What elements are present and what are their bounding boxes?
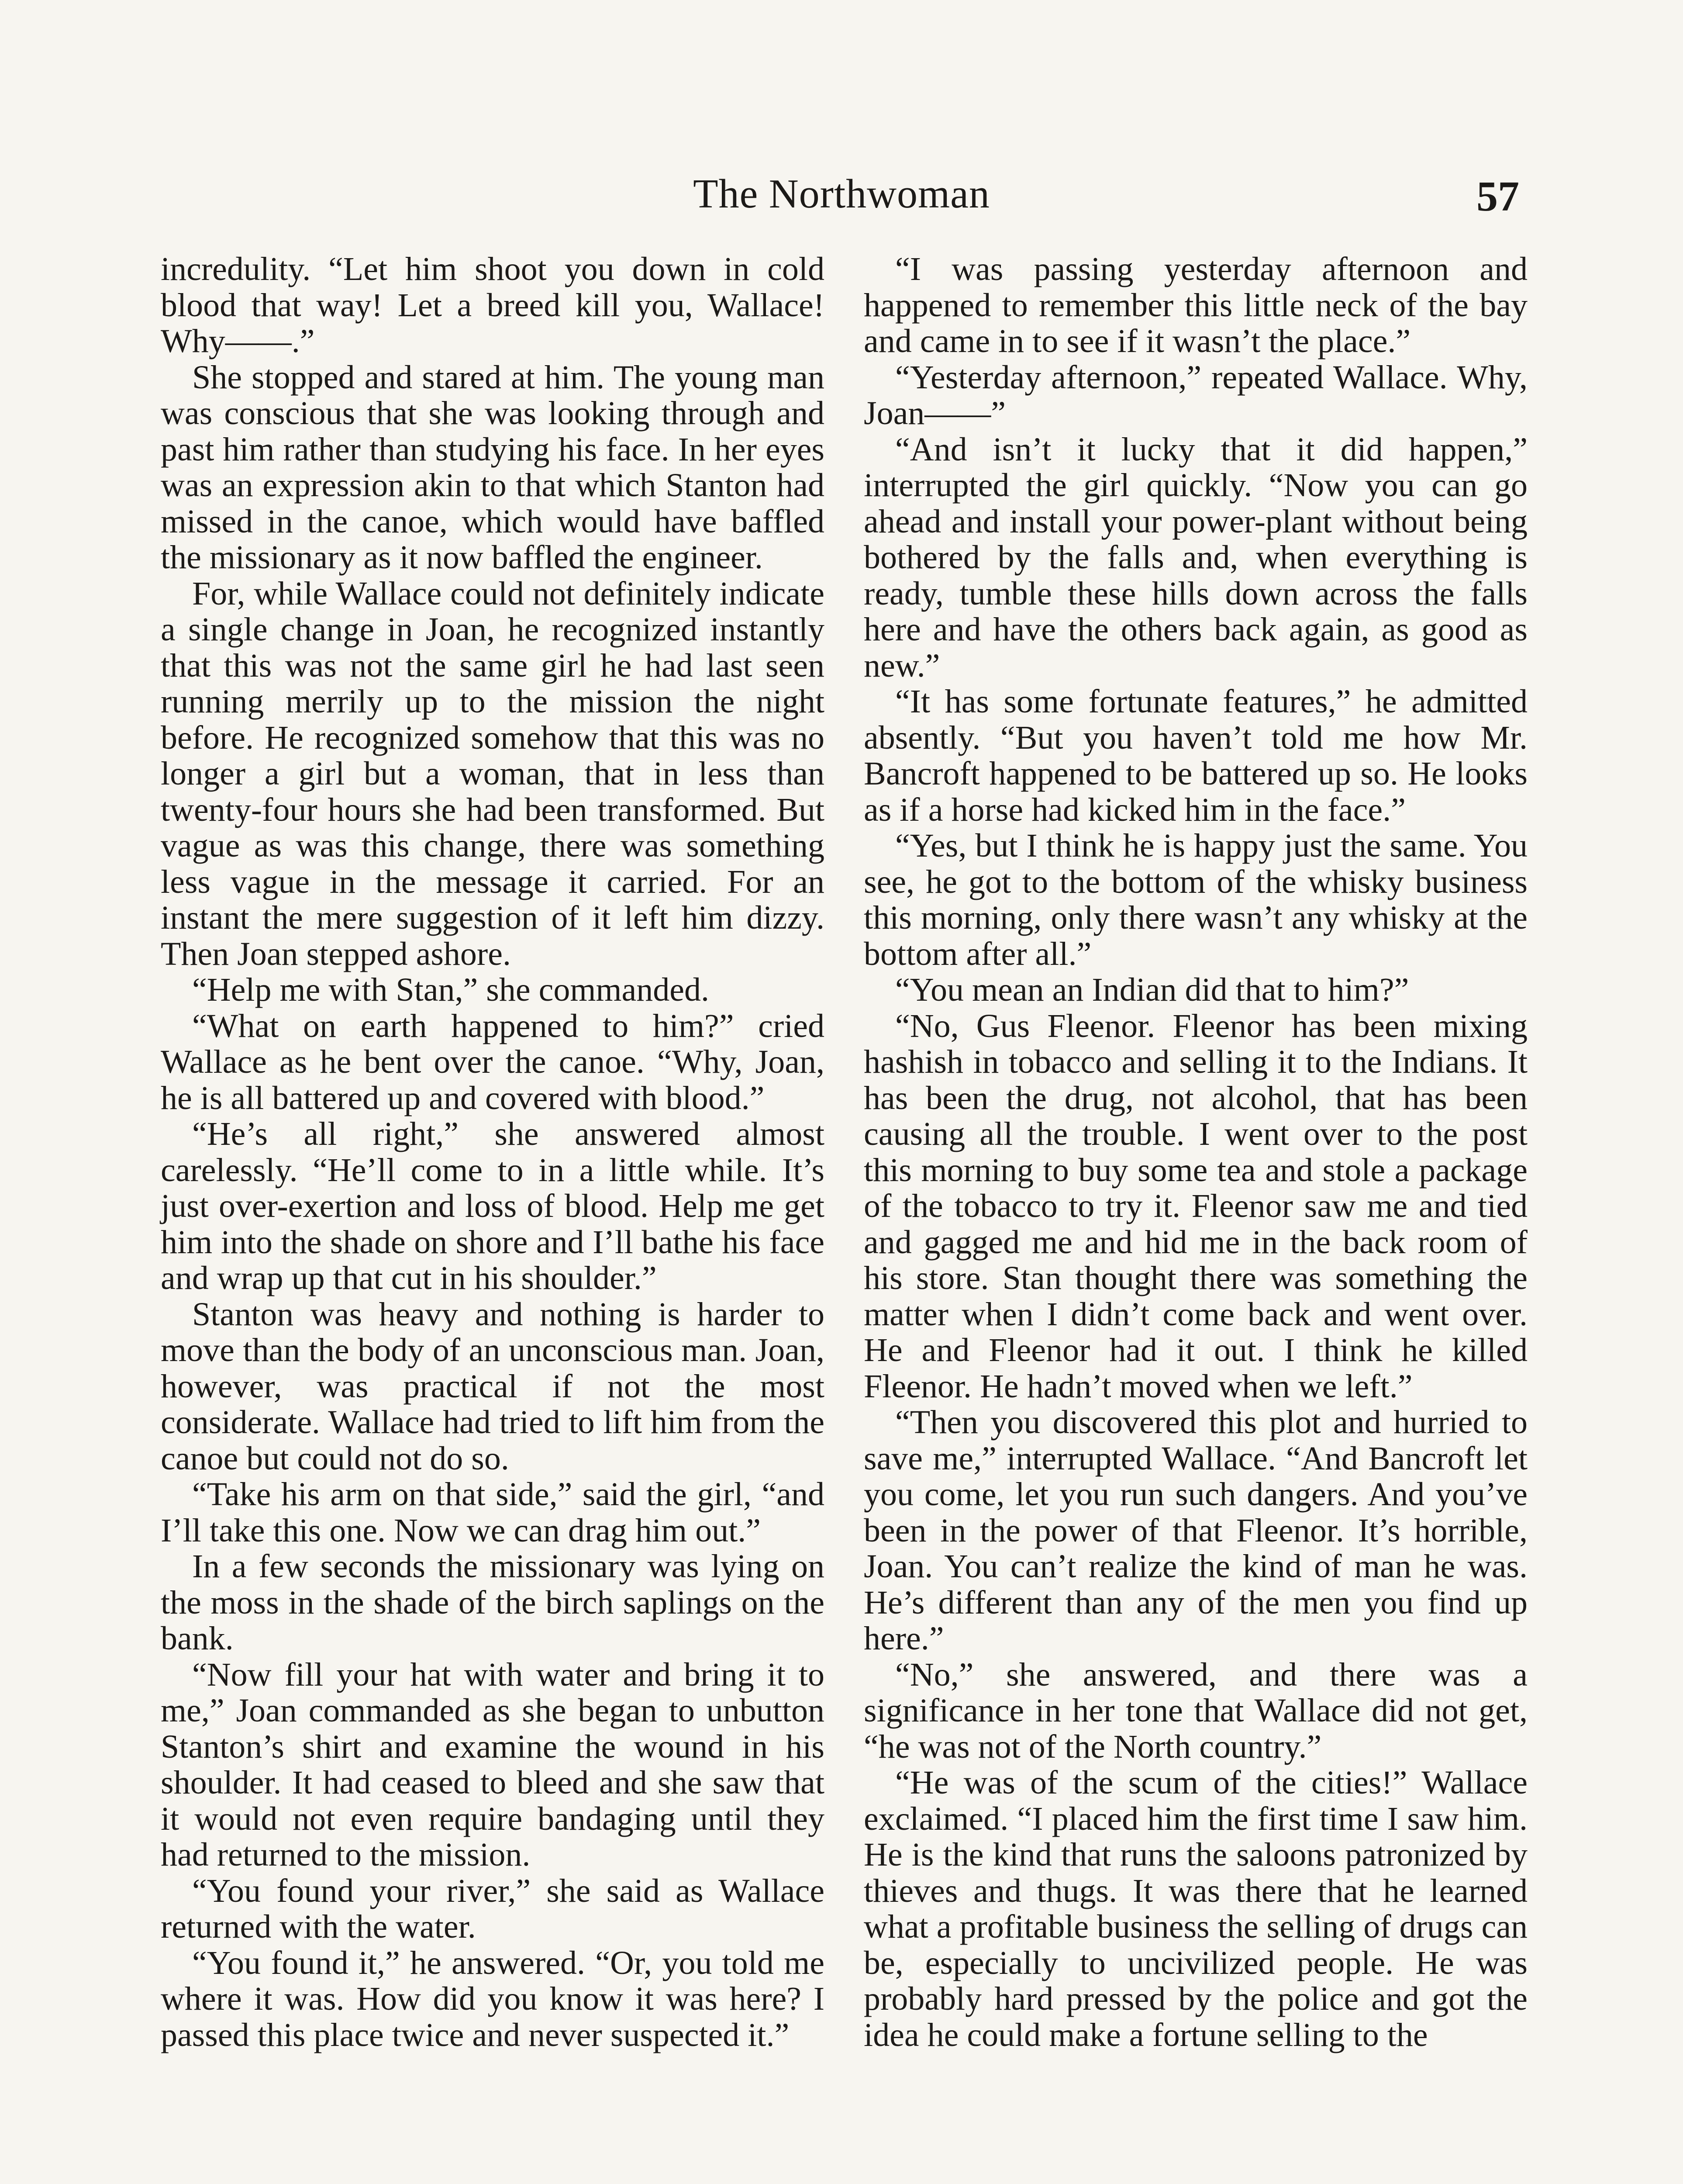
paragraph: “It has some fortunate features,” he admitted absently. “But you haven’t told me how Mr. Bancroft happened to be battered up so. He looks as if a horse had kicked him in the face.” bbox=[864, 683, 1528, 828]
page-number: 57 bbox=[1476, 173, 1519, 220]
paragraph: Stanton was heavy and nothing is harder to move than the body of an unconscious man. Joan, however, was practical if not the most considerate. Wallace had tried to lift him from the canoe but could not do so. bbox=[161, 1296, 824, 1477]
page-header bbox=[0, 170, 1683, 227]
paragraph: “What on earth happened to him?” cried Wallace as he bent over the canoe. “Why, Joan, he is all battered up and covered with blood.” bbox=[161, 1007, 824, 1116]
paragraph: “No,” she answered, and there was a significance in her tone that Wallace did not get, “he was not of the North country.” bbox=[864, 1656, 1528, 1765]
paragraph: “Take his arm on that side,” said the girl, “and I’ll take this one. Now we can drag him out.” bbox=[161, 1476, 824, 1549]
running-title: The Northwoman bbox=[693, 171, 990, 217]
paragraph: incredulity. “Let him shoot you down in cold blood that way! Let a breed kill you, Wallace! Why——.” bbox=[161, 251, 824, 359]
paragraph: “You found it,” he answered. “Or, you told me where it was. How did you know it was here? I passed this place twice and never suspected it.” bbox=[161, 1944, 824, 2053]
paragraph: “Yes, but I think he is happy just the same. You see, he got to the bottom of the whisky business this morning, only there wasn’t any whisky at the bottom after all.” bbox=[864, 827, 1528, 972]
left-column bbox=[161, 251, 824, 2053]
paragraph: “Help me with Stan,” she commanded. bbox=[192, 971, 710, 1008]
paragraph: “Then you discovered this plot and hurried to save me,” interrupted Wallace. “And Bancroft let you come, let you run such dangers. And you’ve been in the power of that Fleenor. It’s horrible, Joan. You can’t realize the kind of man he was. He’s different than any of the men you find up here.” bbox=[864, 1404, 1528, 1657]
paragraph: “You found your river,” she said as Wallace returned with the water. bbox=[161, 1872, 824, 1945]
paragraph: “And isn’t it lucky that it did happen,” interrupted the girl quickly. “Now you can go ahead and install your power-plant without being bothered by the falls and, when everything is ready, tumble these hills down across the falls here and have the others back again, as good as new.” bbox=[864, 431, 1528, 684]
paragraph: “He was of the scum of the cities!” Wallace exclaimed. “I placed him the first time I saw him. He is the kind that runs the saloons patronized by thieves and thugs. It was there that he learned what a profitable business the selling of drugs can be, especially to uncivilized people. He was probably hard pressed by the police and got the idea he could make a fortune selling to the bbox=[864, 1764, 1528, 2053]
right-column bbox=[864, 251, 1528, 2053]
paragraph: “No, Gus Fleenor. Fleenor has been mixing hashish in tobacco and selling it to the Indians. It has been the drug, not alcohol, that has been causing all the trouble. I went over to the post this morning to buy some tea and stole a package of the tobacco to try it. Fleenor saw me and tied and gagged me and hid me in the back room of his store. Stan thought there was something the matter when I didn’t come back and went over. He and Fleenor had it out. I think he killed Fleenor. He hadn’t moved when we left.” bbox=[864, 1007, 1528, 1405]
paragraph: “He’s all right,” she answered almost carelessly. “He’ll come to in a little while. It’s just over-exertion and loss of blood. Help me get him into the shade on shore and I’ll bathe his face and wrap up that cut in his shoulder.” bbox=[161, 1116, 824, 1296]
paragraph: “You mean an Indian did that to him?” bbox=[895, 971, 1409, 1008]
paragraph: “I was passing yesterday afternoon and happened to remember this little neck of the bay and came in to see if it wasn’t the place.” bbox=[864, 251, 1528, 359]
paragraph: In a few seconds the missionary was lying on the moss in the shade of the birch saplings on the bank. bbox=[161, 1548, 824, 1657]
paragraph: “Yesterday afternoon,” repeated Wallace. Why, Joan——” bbox=[864, 359, 1528, 432]
paragraph: “Now fill your hat with water and bring it to me,” Joan commanded as she began to unbutton Stanton’s shirt and examine the wound in his shoulder. It had ceased to bleed and she saw that it would not even require bandaging until they had returned to the mission. bbox=[161, 1656, 824, 1873]
paragraph: For, while Wallace could not definitely indicate a single change in Joan, he recognized instantly that this was not the same girl he had last seen running merrily up to the mission the night before. He recognized somehow that this was no longer a girl but a woman, that in less than twenty-four hours she had been transformed. But vague as was this change, there was something less vague in the message it carried. For an instant the mere suggestion of it left him dizzy. Then Joan stepped ashore. bbox=[161, 575, 824, 972]
paragraph: She stopped and stared at him. The young man was conscious that she was looking through and past him rather than studying his face. In her eyes was an expression akin to that which Stanton had missed in the canoe, which would have baffled the missionary as it now baffled the engineer. bbox=[161, 359, 824, 576]
